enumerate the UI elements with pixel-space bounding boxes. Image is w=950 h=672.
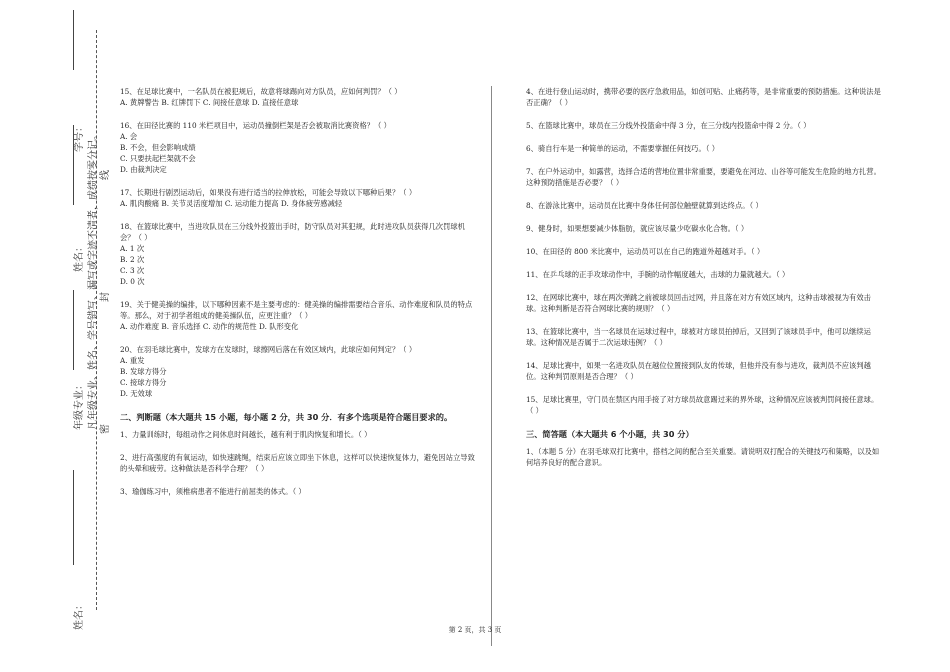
question-item [120, 187, 475, 209]
question-option: D. 由裁判决定 [120, 165, 167, 174]
seal-warning-text: 凡年级专业、姓名、学号错写、漏写或字迹不清者，成绩按零分记。 [88, 130, 99, 430]
column-divider [491, 86, 492, 646]
judgment-text: 1、力量训练时，每组动作之间休息时间越长，越有利于肌肉恢复和增长。（ ） [120, 430, 372, 439]
judgment-item [120, 486, 475, 497]
judgment-text: 6、骑自行车是一种简单的运动，不需要掌握任何技巧。（ ） [526, 144, 720, 153]
judgment-item [526, 223, 881, 234]
judgment-text: 2、进行高强度的有氧运动，如快速跳绳，结束后应该立即坐下休息，这样可以快速恢复体力，避免因站立导致的头晕和疲劳。这种做法是否科学合理？（ ） [120, 453, 475, 473]
student-id-label: 学号： [74, 122, 85, 152]
judgment-text: 12、在网球比赛中，球在两次弹跳之前被球员回击过网，并且落在对方有效区域内，这种击球被视为有效击球。这种判断是否符合网球比赛的规则？（ ） [526, 293, 871, 313]
judgment-text: 14、足球比赛中，如果一名进攻队员在越位位置接到队友的传球，但他并没有参与进攻，裁判员不应该判越位。这种判罚原则是否合理？（ ） [526, 361, 871, 381]
judgment-text: 4、在进行登山运动时，携带必要的医疗急救用品，如创可贴、止痛药等，是非常重要的预防措施。这种说法是否正确？（ ） [526, 87, 881, 107]
left-column [120, 86, 475, 509]
seal-dashed-line [96, 30, 97, 610]
question-option: C. 接球方得分 [120, 378, 167, 387]
seal-line-char-mi: 密 [100, 424, 111, 434]
question-option: D. 0 次 [120, 277, 145, 286]
question-option: B. 2 次 [120, 255, 145, 264]
question-stem: 20、在羽毛球比赛中，发球方在发球时，球擦网后落在有效区域内，此球应如何判定？（ ） [120, 345, 417, 354]
judgment-item [526, 269, 881, 280]
question-item [120, 344, 475, 399]
judgment-text: 15、足球比赛里，守门员在禁区内用手接了对方球员故意踢过来的界外球，这种情况应该被判罚间接任意球。（ ） [526, 395, 879, 415]
question-option: B. 发球方得分 [120, 367, 167, 376]
question-item [120, 221, 475, 287]
short-answer-text: 1、（本题 5 分）在羽毛球双打比赛中，搭档之间的配合至关重要。请说明双打配合的关键技巧和策略，以及如何培养良好的配合意识。 [526, 447, 880, 467]
judgment-item [526, 120, 881, 131]
judgment-text: 10、在田径的 800 米比赛中，运动员可以在自己的跑道外超越对手。（ ） [526, 247, 765, 256]
question-option: C. 只要扶起栏架就不会 [120, 154, 196, 163]
name-underline [73, 125, 74, 205]
question-stem: 15、在足球比赛中，一名队员在被犯规后，故意将球踢向对方队员，应如何判罚？（ ） [120, 87, 402, 96]
section-3-title: 三、简答题（本大题共 6 个小题，共 30 分） [526, 429, 694, 439]
question-option: A. 动作难度 B. 音乐选择 C. 动作的规范性 D. 队形变化 [120, 322, 299, 331]
question-item [120, 120, 475, 175]
question-stem: 16、在田径比赛的 110 米栏项目中，运动员撞倒栏架是否会被取消比赛资格？（ ） [120, 121, 391, 130]
short-answer-item [526, 446, 881, 468]
question-item [120, 86, 475, 108]
judgment-item [526, 394, 881, 416]
question-option: A. 会 [120, 132, 138, 141]
judgment-item [526, 200, 881, 211]
school-name-label: 姓名： [74, 600, 85, 630]
question-stem: 19、关于健美操的编排，以下哪种因素不是主要考虑的：健美操的编排需要结合音乐、动作难度和队员的特点等。那么，对于初学者组成的健美操队伍，应更注重？（ ） [120, 300, 473, 320]
judgment-text: 3、瑜伽练习中，须椎病患者不能进行前屈类的体式。（ ） [120, 487, 306, 496]
judgment-text: 7、在户外运动中，如露营，选择合适的营地位置非常重要，要避免在河边、山谷等可能发生危险的地方扎营。这种预防措施是否必要？（ ） [526, 167, 881, 187]
page-footer: 第 2 页，共 3 页 [448, 626, 502, 634]
grade-major-label: 年级专业： [74, 380, 85, 430]
judgment-item [120, 452, 475, 474]
judgment-item [526, 86, 881, 108]
right-column [526, 86, 881, 480]
question-option: A. 重发 [120, 356, 145, 365]
judgment-text: 9、健身时，如果想要减少体脂肪，就应该尽量少吃碳水化合物。（ ） [526, 224, 749, 233]
name-label: 姓名： [74, 242, 85, 272]
judgment-item [120, 429, 475, 440]
seal-line-char-feng: 封 [100, 292, 111, 302]
judgment-item [526, 246, 881, 257]
seal-line-char-xian: 线 [100, 170, 111, 180]
question-stem: 17、长期进行剧烈运动后，如果没有进行适当的拉伸放松，可能会导致以下哪种后果？（ ） [120, 188, 417, 197]
school-underline [73, 470, 74, 565]
judgment-item [526, 326, 881, 348]
question-option: D. 无效球 [120, 389, 153, 398]
judgment-text: 5、在篮球比赛中，球员在三分线外投篮命中得 3 分，在三分线内投篮命中得 2 分。（ ） [526, 121, 811, 130]
question-item [120, 299, 475, 332]
judgment-text: 8、在游泳比赛中，运动员在比赛中身体任何部位触壁就算到达终点。（ ） [526, 201, 763, 210]
section-2-title: 二、判断题（本大题共 15 小题，每小题 2 分，共 30 分．有多个选项是符合题目要求的。 [120, 412, 453, 422]
binding-margin [60, 40, 112, 660]
judgment-item [526, 292, 881, 314]
question-option: B. 不会，但会影响成绩 [120, 143, 196, 152]
judgment-item [526, 360, 881, 382]
question-option: A. 黄牌警告 B. 红牌罚下 C. 间接任意球 D. 直接任意球 [120, 98, 299, 107]
judgment-text: 13、在篮球比赛中，当一名球员在运球过程中，球被对方球员拍掉后，又回到了该球员手中，他可以继续运球。这种情况是否属于二次运球违例？（ ） [526, 327, 871, 347]
question-stem: 18、在篮球比赛中，当进攻队员在三分线外投篮出手时，防守队员对其犯规，此时进攻队员获得几次罚球机会？（ ） [120, 222, 465, 242]
question-option: A. 肌肉酸痛 B. 关节灵活度增加 C. 运动能力提高 D. 身体疲劳感减轻 [120, 199, 343, 208]
judgment-item [526, 166, 881, 188]
id-underline [73, 10, 74, 70]
grade-underline [73, 290, 74, 370]
question-option: C. 3 次 [120, 266, 145, 275]
question-option: A. 1 次 [120, 244, 145, 253]
judgment-item [526, 143, 881, 154]
judgment-text: 11、在乒乓球的正手攻球动作中，手腕的动作幅度越大，击球的力量就越大。（ ） [526, 270, 790, 279]
